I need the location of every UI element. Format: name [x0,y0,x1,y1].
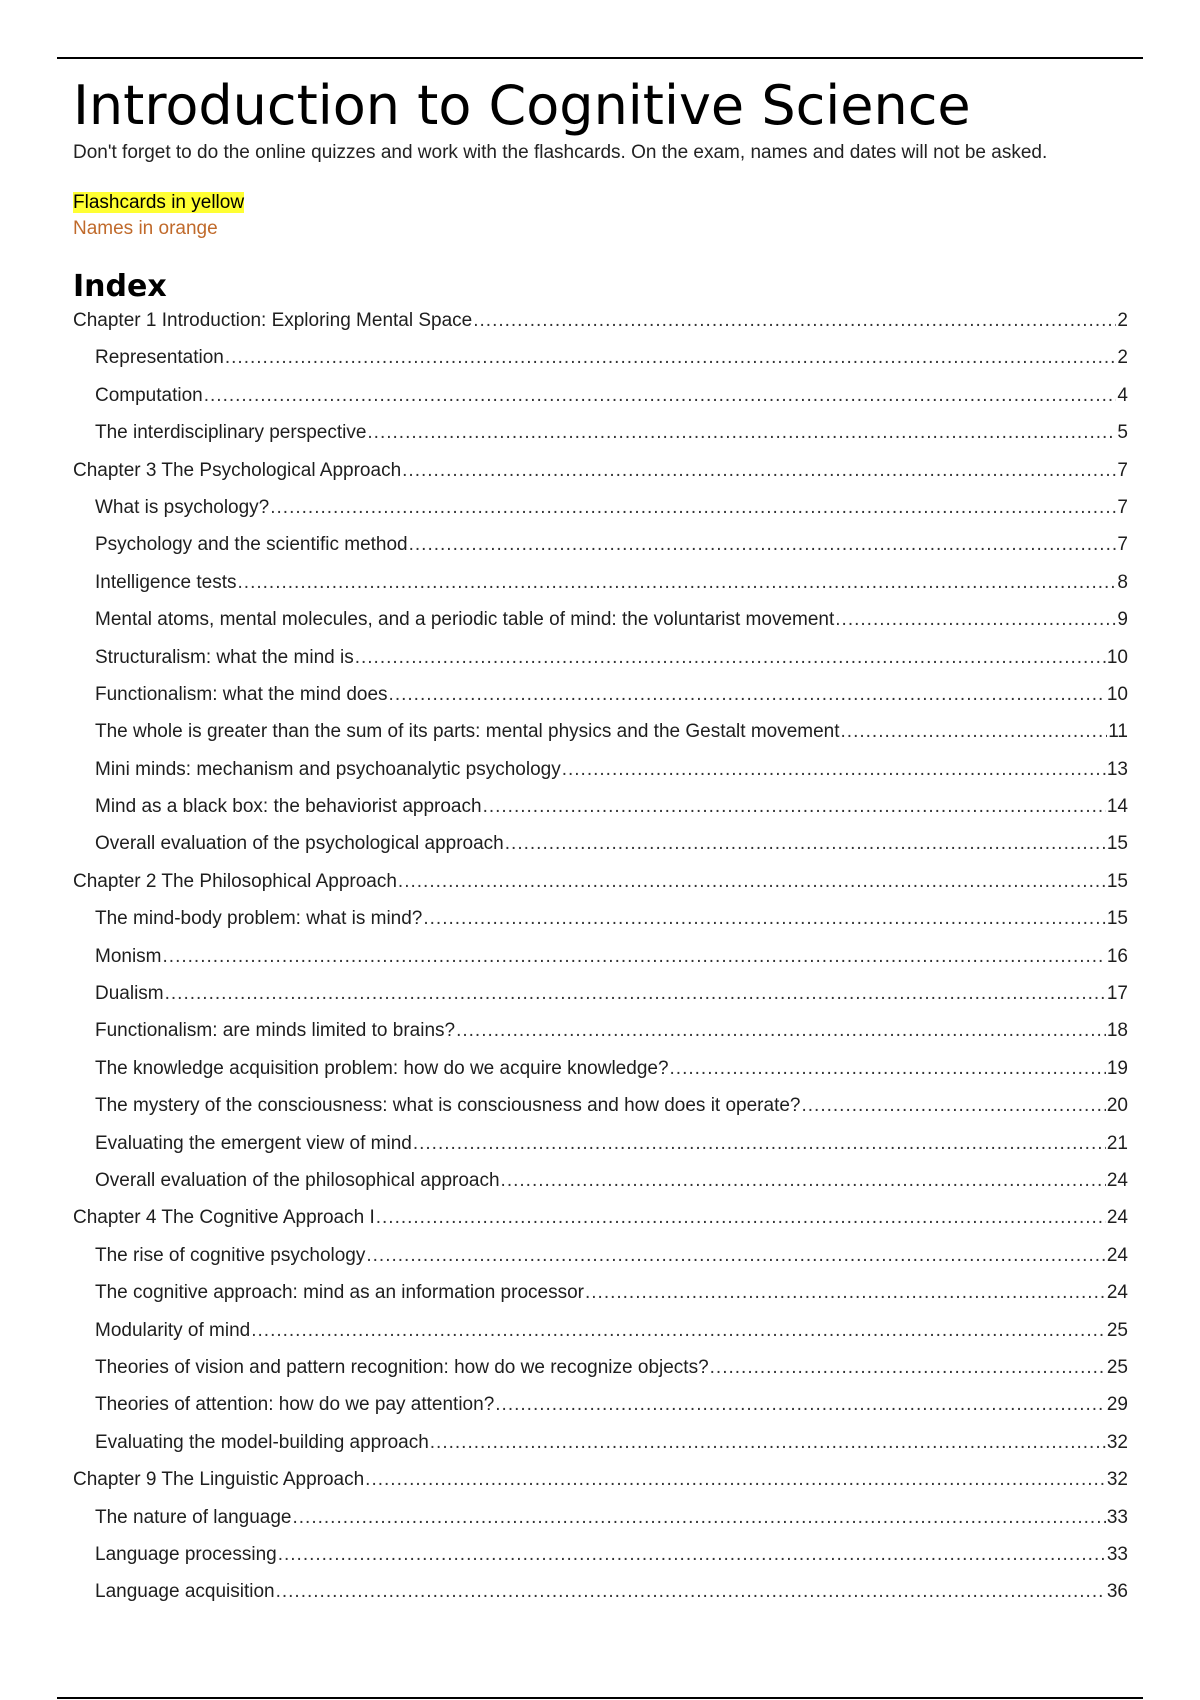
toc-entry-label: Language processing [95,1543,277,1565]
toc-entry-label: Monism [95,945,162,967]
toc-dot-leader [802,1095,1106,1117]
toc-entry-label: The interdisciplinary perspective [95,422,367,444]
toc-section-entry[interactable] [73,1058,1128,1095]
toc-dot-leader [413,1133,1106,1155]
toc-section-entry[interactable] [73,1581,1128,1618]
toc-entry-page: 9 [1117,609,1128,631]
toc-dot-leader [204,385,1117,407]
toc-dot-leader [483,796,1106,818]
toc-entry-label: The knowledge acquisition problem: how do we acquire knowledge? [95,1057,669,1079]
toc-dot-leader [562,759,1106,781]
toc-entry-label: Psychology and the scientific method [95,534,408,556]
toc-section-entry[interactable] [73,572,1128,609]
toc-entry-label: The cognitive approach: mind as an information processor [95,1282,584,1304]
toc-section-entry[interactable] [73,1133,1128,1170]
toc-dot-leader [293,1507,1106,1529]
toc-dot-leader [376,1207,1106,1229]
toc-entry-label: Representation [95,347,224,369]
toc-entry-label: What is psychology? [95,496,270,518]
toc-entry-page: 8 [1117,571,1128,593]
toc-entry-page: 32 [1106,1469,1128,1491]
toc-entry-page: 2 [1117,310,1128,331]
toc-entry-label: Overall evaluation of the philosophical approach [95,1169,500,1191]
toc-entry-page: 24 [1106,1169,1128,1191]
toc-dot-leader [710,1357,1106,1379]
toc-section-entry[interactable] [73,1245,1128,1282]
toc-entry-page: 19 [1106,1057,1128,1079]
toc-dot-leader [473,310,1116,332]
toc-entry-page: 36 [1106,1581,1128,1603]
toc-dot-leader [389,684,1106,706]
toc-entry-label: Functionalism: what the mind does [95,683,388,705]
toc-entry-label: Functionalism: are minds limited to brains? [95,1020,456,1042]
toc-entry-page: 7 [1117,534,1128,556]
toc-section-entry[interactable] [73,946,1128,983]
toc-entry-label: Evaluating the model-building approach [95,1431,429,1453]
toc-dot-leader [409,534,1117,556]
toc-entry-label: The mind-body problem: what is mind? [95,908,423,930]
toc-entry-page: 4 [1117,384,1128,406]
toc-section-entry[interactable] [73,497,1128,534]
toc-entry-label: The rise of cognitive psychology [95,1244,366,1266]
toc-section-entry[interactable] [73,721,1128,758]
toc-entry-label: Chapter 4 The Cognitive Approach I [73,1207,375,1229]
toc-chapter-entry[interactable] [73,310,1128,347]
toc-entry-page: 7 [1117,459,1128,481]
toc-entry-label: Theories of vision and pattern recognition: how do we recognize objects? [95,1356,709,1378]
toc-section-entry[interactable] [73,1507,1128,1544]
toc-entry-label: Structuralism: what the mind is [95,646,354,668]
toc-entry-label: Chapter 9 The Linguistic Approach [73,1469,365,1491]
toc-dot-leader [165,983,1106,1005]
toc-section-entry[interactable] [73,385,1128,422]
toc-entry-page: 24 [1106,1244,1128,1266]
toc-dot-leader [238,572,1117,594]
toc-dot-leader [402,460,1116,482]
toc-entry-label: Dualism [95,983,164,1005]
toc-section-entry[interactable] [73,833,1128,870]
toc-section-entry[interactable] [73,534,1128,571]
toc-section-entry[interactable] [73,1394,1128,1431]
toc-entry-label: Evaluating the emergent view of mind [95,1132,412,1154]
toc-section-entry[interactable] [73,1020,1128,1057]
toc-entry-label: Chapter 2 The Philosophical Approach [73,870,397,892]
toc-entry-page: 21 [1106,1132,1128,1154]
toc-entry-page: 20 [1106,1095,1128,1117]
toc-section-entry[interactable] [73,422,1128,459]
table-of-contents [73,310,1128,1619]
toc-chapter-entry[interactable] [73,460,1128,497]
toc-dot-leader [163,946,1106,968]
legend-flashcards-label: Flashcards in yellow [73,192,245,213]
toc-entry-page: 24 [1106,1207,1128,1229]
document-title: Introduction to Cognitive Science [73,74,971,137]
toc-section-entry[interactable] [73,908,1128,945]
toc-entry-page: 10 [1106,646,1128,668]
toc-entry-label: The whole is greater than the sum of its parts: mental physics and the Gestalt movement [95,721,840,743]
toc-dot-leader [456,1020,1106,1042]
toc-entry-page: 11 [1108,721,1128,743]
toc-section-entry[interactable] [73,1432,1128,1469]
toc-dot-leader [355,647,1106,669]
toc-dot-leader [495,1394,1106,1416]
toc-section-entry[interactable] [73,1320,1128,1357]
toc-entry-page: 15 [1106,908,1128,930]
toc-section-entry[interactable] [73,684,1128,721]
toc-section-entry[interactable] [73,1282,1128,1319]
toc-section-entry[interactable] [73,1544,1128,1581]
toc-entry-label: The nature of language [95,1506,292,1528]
toc-entry-label: Chapter 3 The Psychological Approach [73,459,402,481]
toc-dot-leader [505,833,1106,855]
toc-entry-label: The mystery of the consciousness: what is consciousness and how does it operate? [95,1095,801,1117]
toc-section-entry[interactable] [73,759,1128,796]
toc-dot-leader [225,347,1117,369]
document-page [73,72,1128,1619]
toc-entry-page: 17 [1106,983,1128,1005]
toc-section-entry[interactable] [73,1095,1128,1132]
toc-entry-page: 13 [1106,758,1128,780]
toc-entry-label: Mind as a black box: the behaviorist approach [95,796,482,818]
toc-entry-page: 33 [1106,1506,1128,1528]
toc-dot-leader [835,609,1116,631]
toc-entry-page: 15 [1106,870,1128,892]
toc-entry-label: Language acquisition [95,1581,275,1603]
toc-entry-label: Theories of attention: how do we pay attention? [95,1394,495,1416]
toc-section-entry[interactable] [73,1357,1128,1394]
toc-dot-leader [430,1432,1106,1454]
toc-entry-label: Computation [95,384,203,406]
toc-entry-page: 25 [1106,1319,1128,1341]
toc-entry-label: Mental atoms, mental molecules, and a periodic table of mind: the voluntarist movement [95,609,835,631]
toc-entry-label: Modularity of mind [95,1319,251,1341]
toc-dot-leader [276,1581,1106,1603]
toc-entry-page: 29 [1106,1394,1128,1416]
toc-entry-label: Intelligence tests [95,571,237,593]
bottom-rule [57,1697,1143,1699]
toc-entry-page: 25 [1106,1356,1128,1378]
toc-dot-leader [251,1320,1106,1342]
toc-entry-page: 7 [1117,496,1128,518]
toc-entry-label: Mini minds: mechanism and psychoanalytic psychology [95,758,561,780]
toc-entry-label: Overall evaluation of the psychological approach [95,833,504,855]
legend-names: Names in orange [73,218,218,239]
toc-dot-leader [585,1282,1106,1304]
toc-dot-leader [501,1170,1106,1192]
toc-dot-leader [423,908,1105,930]
toc-dot-leader [278,1544,1106,1566]
toc-entry-page: 18 [1106,1020,1128,1042]
toc-entry-page: 2 [1117,347,1128,369]
toc-entry-page: 16 [1106,945,1128,967]
toc-section-entry[interactable] [73,983,1128,1020]
toc-dot-leader [367,422,1116,444]
toc-entry-page: 5 [1117,422,1128,444]
toc-entry-page: 14 [1106,796,1128,818]
top-rule [57,57,1143,59]
toc-entry-page: 10 [1106,683,1128,705]
toc-section-entry[interactable] [73,1170,1128,1207]
toc-section-entry[interactable] [73,796,1128,833]
toc-entry-label: Chapter 1 Introduction: Exploring Mental Space [73,310,473,331]
toc-section-entry[interactable] [73,347,1128,384]
toc-chapter-entry[interactable] [73,1207,1128,1244]
toc-entry-page: 32 [1106,1431,1128,1453]
toc-entry-page: 33 [1106,1543,1128,1565]
color-legend [73,190,1128,242]
toc-section-entry[interactable] [73,609,1128,646]
toc-dot-leader [270,497,1116,519]
toc-entry-page: 15 [1106,833,1128,855]
toc-dot-leader [366,1245,1105,1267]
index-heading: Index [73,269,167,304]
document-subtitle: Don't forget to do the online quizzes and work with the flashcards. On the exam, names and dates will not be asked. [73,142,1048,163]
toc-section-entry[interactable] [73,647,1128,684]
toc-chapter-entry[interactable] [73,1469,1128,1506]
toc-dot-leader [365,1469,1106,1491]
toc-entry-page: 24 [1106,1282,1128,1304]
toc-dot-leader [398,871,1106,893]
toc-chapter-entry[interactable] [73,871,1128,908]
legend-flashcards [73,190,1128,216]
toc-dot-leader [670,1058,1106,1080]
toc-dot-leader [841,721,1108,743]
